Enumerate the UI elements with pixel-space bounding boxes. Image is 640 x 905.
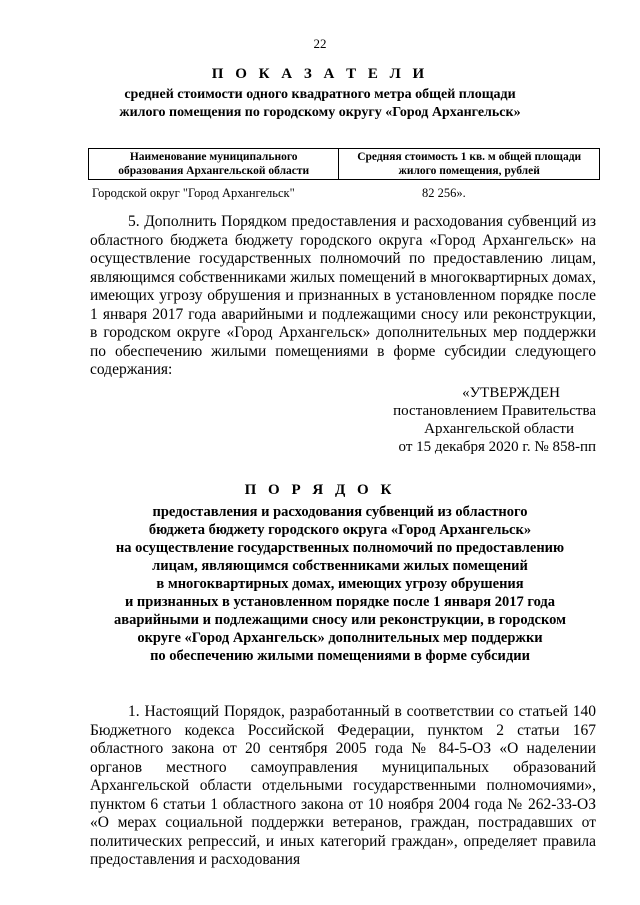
indicators-subtitle-line: средней стоимости одного квадратного метра общей площади xyxy=(124,87,516,102)
indicators-title: П О К А З А Т Е Л И xyxy=(211,66,429,82)
column-header-line: жилого помещения, рублей xyxy=(398,165,540,177)
order-heading-line: лицам, являющимся собственниками жилых помещений xyxy=(152,558,528,574)
column-header-municipality xyxy=(89,149,339,180)
column-header-line: образования Архангельской области xyxy=(118,165,310,177)
order-heading-line: в многоквартирных домах, имеющих угрозу обрушения xyxy=(156,576,524,592)
approval-line: «УТВЕРЖДЕН xyxy=(462,385,560,401)
indicators-subtitle-line: жилого помещения по городскому округу «Город Архангельск» xyxy=(119,105,521,120)
order-title: П О Р Я Д О К xyxy=(244,482,396,498)
table-cell-average-cost: 82 256». xyxy=(422,186,466,200)
table-cell-municipality-name: Городской округ "Город Архангельск" xyxy=(92,186,295,200)
order-heading-line: округе «Город Архангельск» дополнительных мер поддержки xyxy=(137,630,543,646)
column-header-average-cost xyxy=(339,149,600,180)
column-header-line: Наименование муниципального xyxy=(129,151,298,163)
paragraph-1: 1. Настоящий Порядок, разработанный в соответствии со статьей 140 Бюджетного кодекса Российской Федерации, пунктом 2 статьи 167 областного закона от 20 сентября 2005 года № 84-5-ОЗ «О наделении органов местного самоуправления муниципальных образований Архангельской области отдельными государственными полномочиями», пунктом 6 статьи 1 областного закона от 10 ноября 2004 года № 262-33-ОЗ «О мерах социальной поддержки ветеранов, граждан, пострадавших от политических репрессий, и иных категорий граждан», определяет правила предоставления и расходования xyxy=(90,703,596,868)
indicators-subtitle xyxy=(60,86,580,122)
approval-stamp xyxy=(380,384,596,456)
order-heading-line: по обеспечению жилыми помещениями в форме субсидии xyxy=(150,648,530,664)
approval-line: Архангельской области xyxy=(424,421,574,437)
order-heading-line: бюджета бюджету городского округа «Город Архангельск» xyxy=(148,522,532,538)
column-header-line: Средняя стоимость 1 кв. м общей площади xyxy=(357,151,582,163)
indicators-table xyxy=(88,148,600,180)
paragraph-5: 5. Дополнить Порядком предоставления и расходования субвенций из областного бюджета бюджету городского округа «Город Архангельск» на осуществление государственных полномочий по предоставлению лицам, являющимся собственниками жилых помещений в многоквартирных домах, имеющих угрозу обрушения и признанных в установленном порядке после 1 января 2017 года аварийными и подлежащими сносу или реконструкции, в городском округе «Город Архангельск» дополнительных мер поддержки по обеспечению жилыми помещениями в форме субсидии следующего содержания: xyxy=(90,213,596,378)
order-heading xyxy=(70,503,610,665)
page-number: 22 xyxy=(313,36,327,51)
approval-line: от 15 декабря 2020 г. № 858-пп xyxy=(398,439,596,455)
order-heading-line: на осуществление государственных полномочий по предоставлению xyxy=(115,540,565,556)
order-heading-line: и признанных в установленном порядке после 1 января 2017 года xyxy=(124,594,556,610)
order-heading-line: предоставления и расходования субвенций из областного xyxy=(152,504,528,520)
approval-line: постановлением Правительства xyxy=(393,403,596,419)
table-header-row xyxy=(89,149,600,180)
order-heading-line: аварийными и подлежащими сносу или реконструкции, в городском xyxy=(114,612,566,628)
